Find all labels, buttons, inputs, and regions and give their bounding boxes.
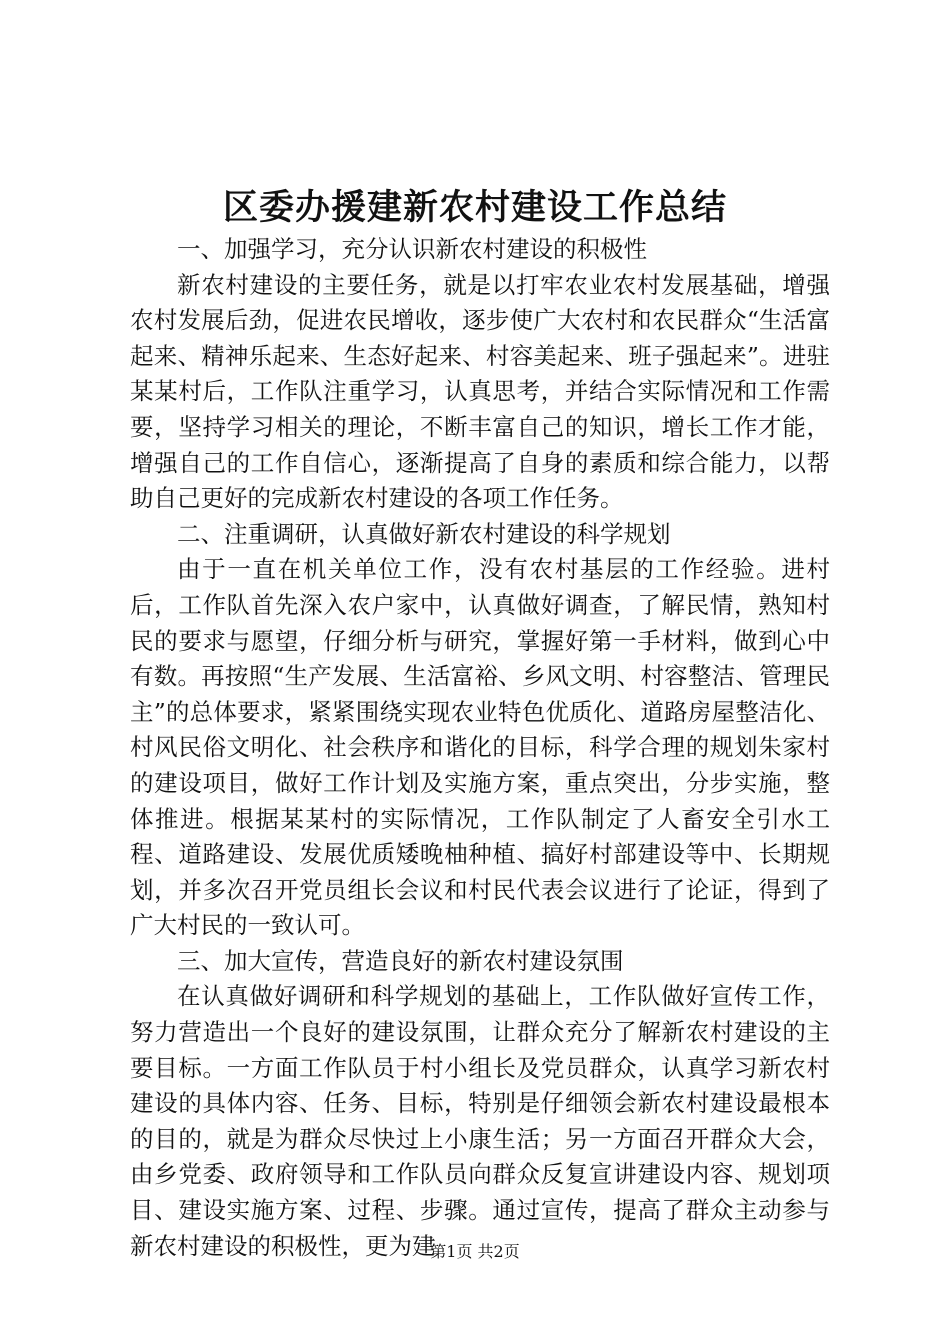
section-heading-2: 二、注重调研，认真做好新农村建设的科学规划	[177, 519, 671, 548]
document-body	[130, 232, 830, 1264]
body-paragraph-3: 在认真做好调研和科学规划的基础上，工作队做好宣传工作，努力营造出一个良好的建设氛围，让群众充分了解新农村建设的主要目标。一方面工作队员于村小组长及党员群众，认真学习新农村建设的具体内容、任务、目标，特别是仔细领会新农村建设最根本的目的，就是为群众尽快过上小康生活；另一方面召开群众大会，由乡党委、政府领导和工作队员向群众反复宣讲建设内容、规划项目、建设实施方案、过程、步骤。通过宣传，提高了群众主动参与新农村建设的积极性，更为建	[130, 982, 830, 1260]
page-number-footer: 第1页 共2页	[430, 1242, 520, 1261]
section-heading-1: 一、加强学习，充分认识新农村建设的积极性	[177, 235, 647, 263]
body-paragraph-2: 由于一直在机关单位工作，没有农村基层的工作经验。进村后，工作队首先深入农户家中，认真做好调查，了解民情，熟知村民的要求与愿望，仔细分析与研究，掌握好第一手材料，做到心中有数。再按照“生产发展、生活富裕、乡风文明、村容整洁、管理民主”的总体要求，紧紧围绕实现农业特色优质化、道路房屋整洁化、村风民俗文明化、社会秩序和谐化的目标，科学合理的规划朱家村的建设项目，做好工作计划及实施方案，重点突出，分步实施，整体推进。根据某某村的实际情况，工作队制定了人畜安全引水工程、道路建设、发展优质矮晚柚种植、搞好村部建设等中、长期规划，并多次召开党员组长会议和村民代表会议进行了论证，得到了广大村民的一致认可。	[130, 555, 830, 940]
document-title: 区委办援建新农村建设工作总结	[222, 187, 727, 228]
section-heading-3: 三、加大宣传，营造良好的新农村建设氛围	[177, 946, 624, 975]
body-paragraph-1: 新农村建设的主要任务，就是以打牢农业农村发展基础，增强农村发展后劲，促进农民增收，逐步使广大农村和农民群众“生活富起来、精神乐起来、生态好起来、村容美起来、班子强起来”。进驻某某村后，工作队注重学习，认真思考，并结合实际情况和工作需要，坚持学习相关的理论，不断丰富自己的知识，增长工作才能，增强自己的工作自信心，逐渐提高了自身的素质和综合能力，以帮助自己更好的完成新农村建设的各项工作任务。	[130, 270, 830, 513]
